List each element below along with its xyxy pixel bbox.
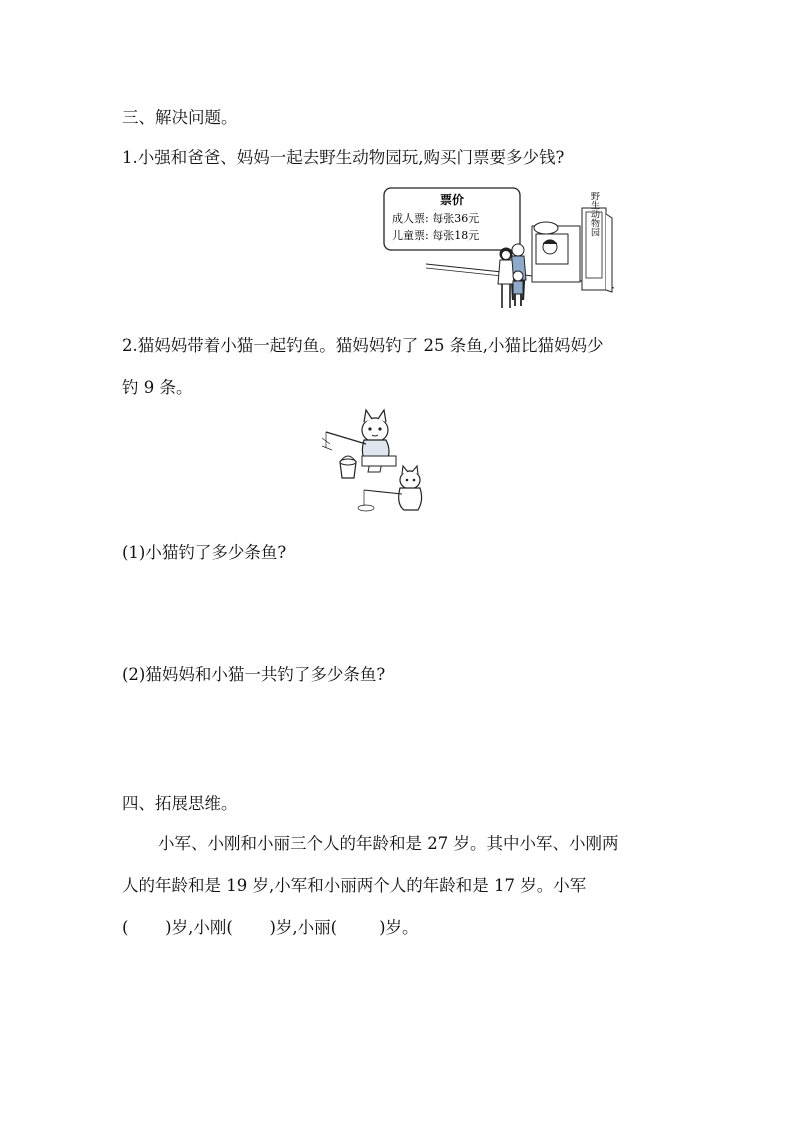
question-2-line-2: 钓 9 条。	[122, 378, 193, 397]
question-1-text: 1.小强和爸爸、妈妈一起去野生动物园玩,购买门票要多少钱?	[122, 148, 565, 167]
question-2-sub-2: (2)猫妈妈和小猫一共钓了多少条鱼?	[122, 665, 386, 684]
zoo-name-sign: 野生动物园	[589, 191, 599, 237]
section-4-line-1: 小军、小刚和小丽三个人的年龄和是 27 岁。其中小军、小刚两	[158, 834, 619, 853]
section-3-heading: 三、解决问题。	[122, 108, 238, 127]
section-4-heading: 四、拓展思维。	[122, 794, 238, 813]
question-2-sub-1: (1)小猫钓了多少条鱼?	[122, 543, 287, 562]
ticket-sign-adult-price: 成人票: 每张36元	[392, 212, 480, 225]
ticket-sign-title: 票价	[439, 193, 465, 207]
ticket-booth-illustration	[382, 184, 618, 312]
cats-fishing-illustration	[320, 408, 430, 518]
question-2-line-1: 2.猫妈妈带着小猫一起钓鱼。猫妈妈钓了 25 条鱼,小猫比猫妈妈少	[122, 336, 604, 355]
section-4-line-2: 人的年龄和是 19 岁,小军和小丽两个人的年龄和是 17 岁。小军	[122, 876, 587, 895]
section-4-line-3-blanks: ( )岁,小刚( )岁,小丽( )岁。	[122, 918, 419, 937]
ticket-sign-child-price: 儿童票: 每张18元	[392, 229, 480, 242]
